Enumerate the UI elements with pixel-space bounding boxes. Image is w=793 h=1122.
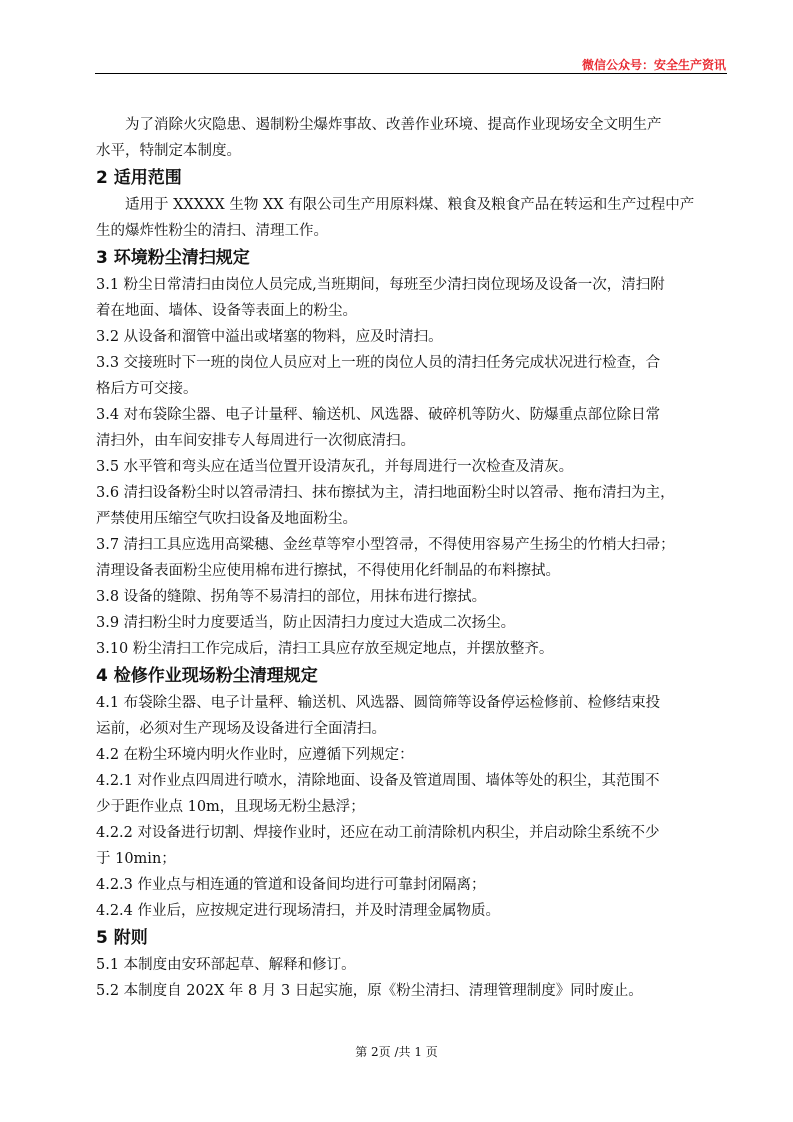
paragraph — [96, 192, 730, 244]
paragraph-line: 4.2 在粉尘环境内明火作业时，应遵循下列规定： — [96, 747, 414, 763]
header-rule — [95, 73, 727, 74]
paragraph-line: 生的爆炸性粉尘的清扫、清理工作。 — [96, 223, 328, 239]
paragraph — [96, 872, 730, 898]
paragraph — [96, 324, 730, 350]
paragraph — [96, 952, 730, 978]
paragraph-line: 5.1 本制度由安环部起草、解释和修订。 — [96, 957, 356, 973]
paragraph — [96, 690, 730, 742]
paragraph-line: 少于距作业点 10m，且现场无粉尘悬浮； — [96, 799, 365, 815]
paragraph-line: 3.10 粉尘清扫工作完成后，清扫工具应存放至规定地点，并摆放整齐。 — [96, 641, 554, 657]
paragraph-line: 适用于 XXXXX 生物 XX 有限公司生产用原料煤、粮食及粮食产品在转运和生产过程中产 — [125, 197, 695, 213]
paragraph — [96, 454, 730, 480]
paragraph-line: 4.2.3 作业点与相连通的管道和设备间均进行可靠封闭隔离； — [96, 877, 486, 893]
paragraph-line: 4.1 布袋除尘器、电子计量秤、输送机、风选器、圆筒筛等设备停运检修前、检修结束投 — [96, 695, 661, 711]
section-heading — [96, 244, 730, 272]
paragraph-line: 着在地面、墙体、设备等表面上的粉尘。 — [96, 303, 357, 319]
paragraph-line: 4.2.1 对作业点四周进行喷水，清除地面、设备及管道周围、墙体等处的积尘，其范围不 — [96, 773, 660, 789]
paragraph-line: 3.6 清扫设备粉尘时以笤帚清扫、抹布擦拭为主，清扫地面粉尘时以笤帚、拖布清扫为主， — [96, 485, 675, 501]
paragraph-line: 为了消除火灾隐患、遏制粉尘爆炸事故、改善作业环境、提高作业现场安全文明生产 — [125, 117, 662, 133]
paragraph — [96, 742, 730, 768]
paragraph-line: 3.5 水平管和弯头应在适当位置开设清灰孔，并每周进行一次检查及清灰。 — [96, 459, 574, 475]
document-body — [96, 112, 730, 1004]
page-number: 第 2页 /共 1 页 — [355, 1045, 438, 1059]
paragraph-line: 3.7 清扫工具应选用高粱穗、金丝草等窄小型笤帚，不得使用容易产生扬尘的竹梢大扫帚； — [96, 537, 675, 553]
paragraph — [96, 636, 730, 662]
paragraph — [96, 112, 730, 164]
paragraph — [96, 480, 730, 532]
header-source-label: 微信公众号：安全生产资讯 — [581, 58, 726, 72]
paragraph-line: 3.4 对布袋除尘器、电子计量秤、输送机、风选器、破碎机等防火、防爆重点部位除日常 — [96, 407, 661, 423]
paragraph-line: 3.9 清扫粉尘时力度要适当，防止因清扫力度过大造成二次扬尘。 — [96, 615, 516, 631]
paragraph — [96, 820, 730, 872]
paragraph — [96, 610, 730, 636]
paragraph — [96, 532, 730, 584]
paragraph — [96, 584, 730, 610]
paragraph — [96, 272, 730, 324]
section-heading — [96, 924, 730, 952]
section-heading — [96, 662, 730, 690]
paragraph-line: 3.2 从设备和溜管中溢出或堵塞的物料，应及时清扫。 — [96, 329, 443, 345]
heading-text: 5 附则 — [96, 928, 148, 948]
paragraph-line: 4.2.2 对设备进行切割、焊接作业时，还应在动工前清除机内积尘，并启动除尘系统不少 — [96, 825, 660, 841]
paragraph-line: 运前，必须对生产现场及设备进行全面清扫。 — [96, 721, 386, 737]
heading-text: 3 环境粉尘清扫规定 — [96, 248, 250, 268]
paragraph — [96, 402, 730, 454]
paragraph — [96, 898, 730, 924]
paragraph-line: 3.1 粉尘日常清扫由岗位人员完成,当班期间，每班至少清扫岗位现场及设备一次，清扫附 — [96, 277, 665, 293]
paragraph — [96, 768, 730, 820]
paragraph-line: 严禁使用压缩空气吹扫设备及地面粉尘。 — [96, 511, 357, 527]
paragraph-line: 水平，特制定本制度。 — [96, 143, 241, 159]
paragraph — [96, 350, 730, 402]
section-heading — [96, 164, 730, 192]
paragraph-line: 格后方可交接。 — [96, 381, 198, 397]
paragraph — [96, 978, 730, 1004]
paragraph-line: 3.8 设备的缝隙、拐角等不易清扫的部位，用抹布进行擦拭。 — [96, 589, 487, 605]
paragraph-line: 4.2.4 作业后，应按规定进行现场清扫，并及时清理金属物质。 — [96, 903, 501, 919]
heading-text: 2 适用范围 — [96, 168, 182, 188]
paragraph-line: 于 10min； — [96, 851, 176, 867]
paragraph-line: 清扫外，由车间安排专人每周进行一次彻底清扫。 — [96, 433, 415, 449]
paragraph-line: 清理设备表面粉尘应使用棉布进行擦拭，不得使用化纤制品的布料擦拭。 — [96, 563, 560, 579]
paragraph-line: 5.2 本制度自 202X 年 8 月 3 日起实施，原《粉尘清扫、清理管理制度》同时废止。 — [96, 983, 643, 999]
paragraph-line: 3.3 交接班时下一班的岗位人员应对上一班的岗位人员的清扫任务完成状况进行检查，合 — [96, 355, 661, 371]
heading-text: 4 检修作业现场粉尘清理规定 — [96, 666, 318, 686]
